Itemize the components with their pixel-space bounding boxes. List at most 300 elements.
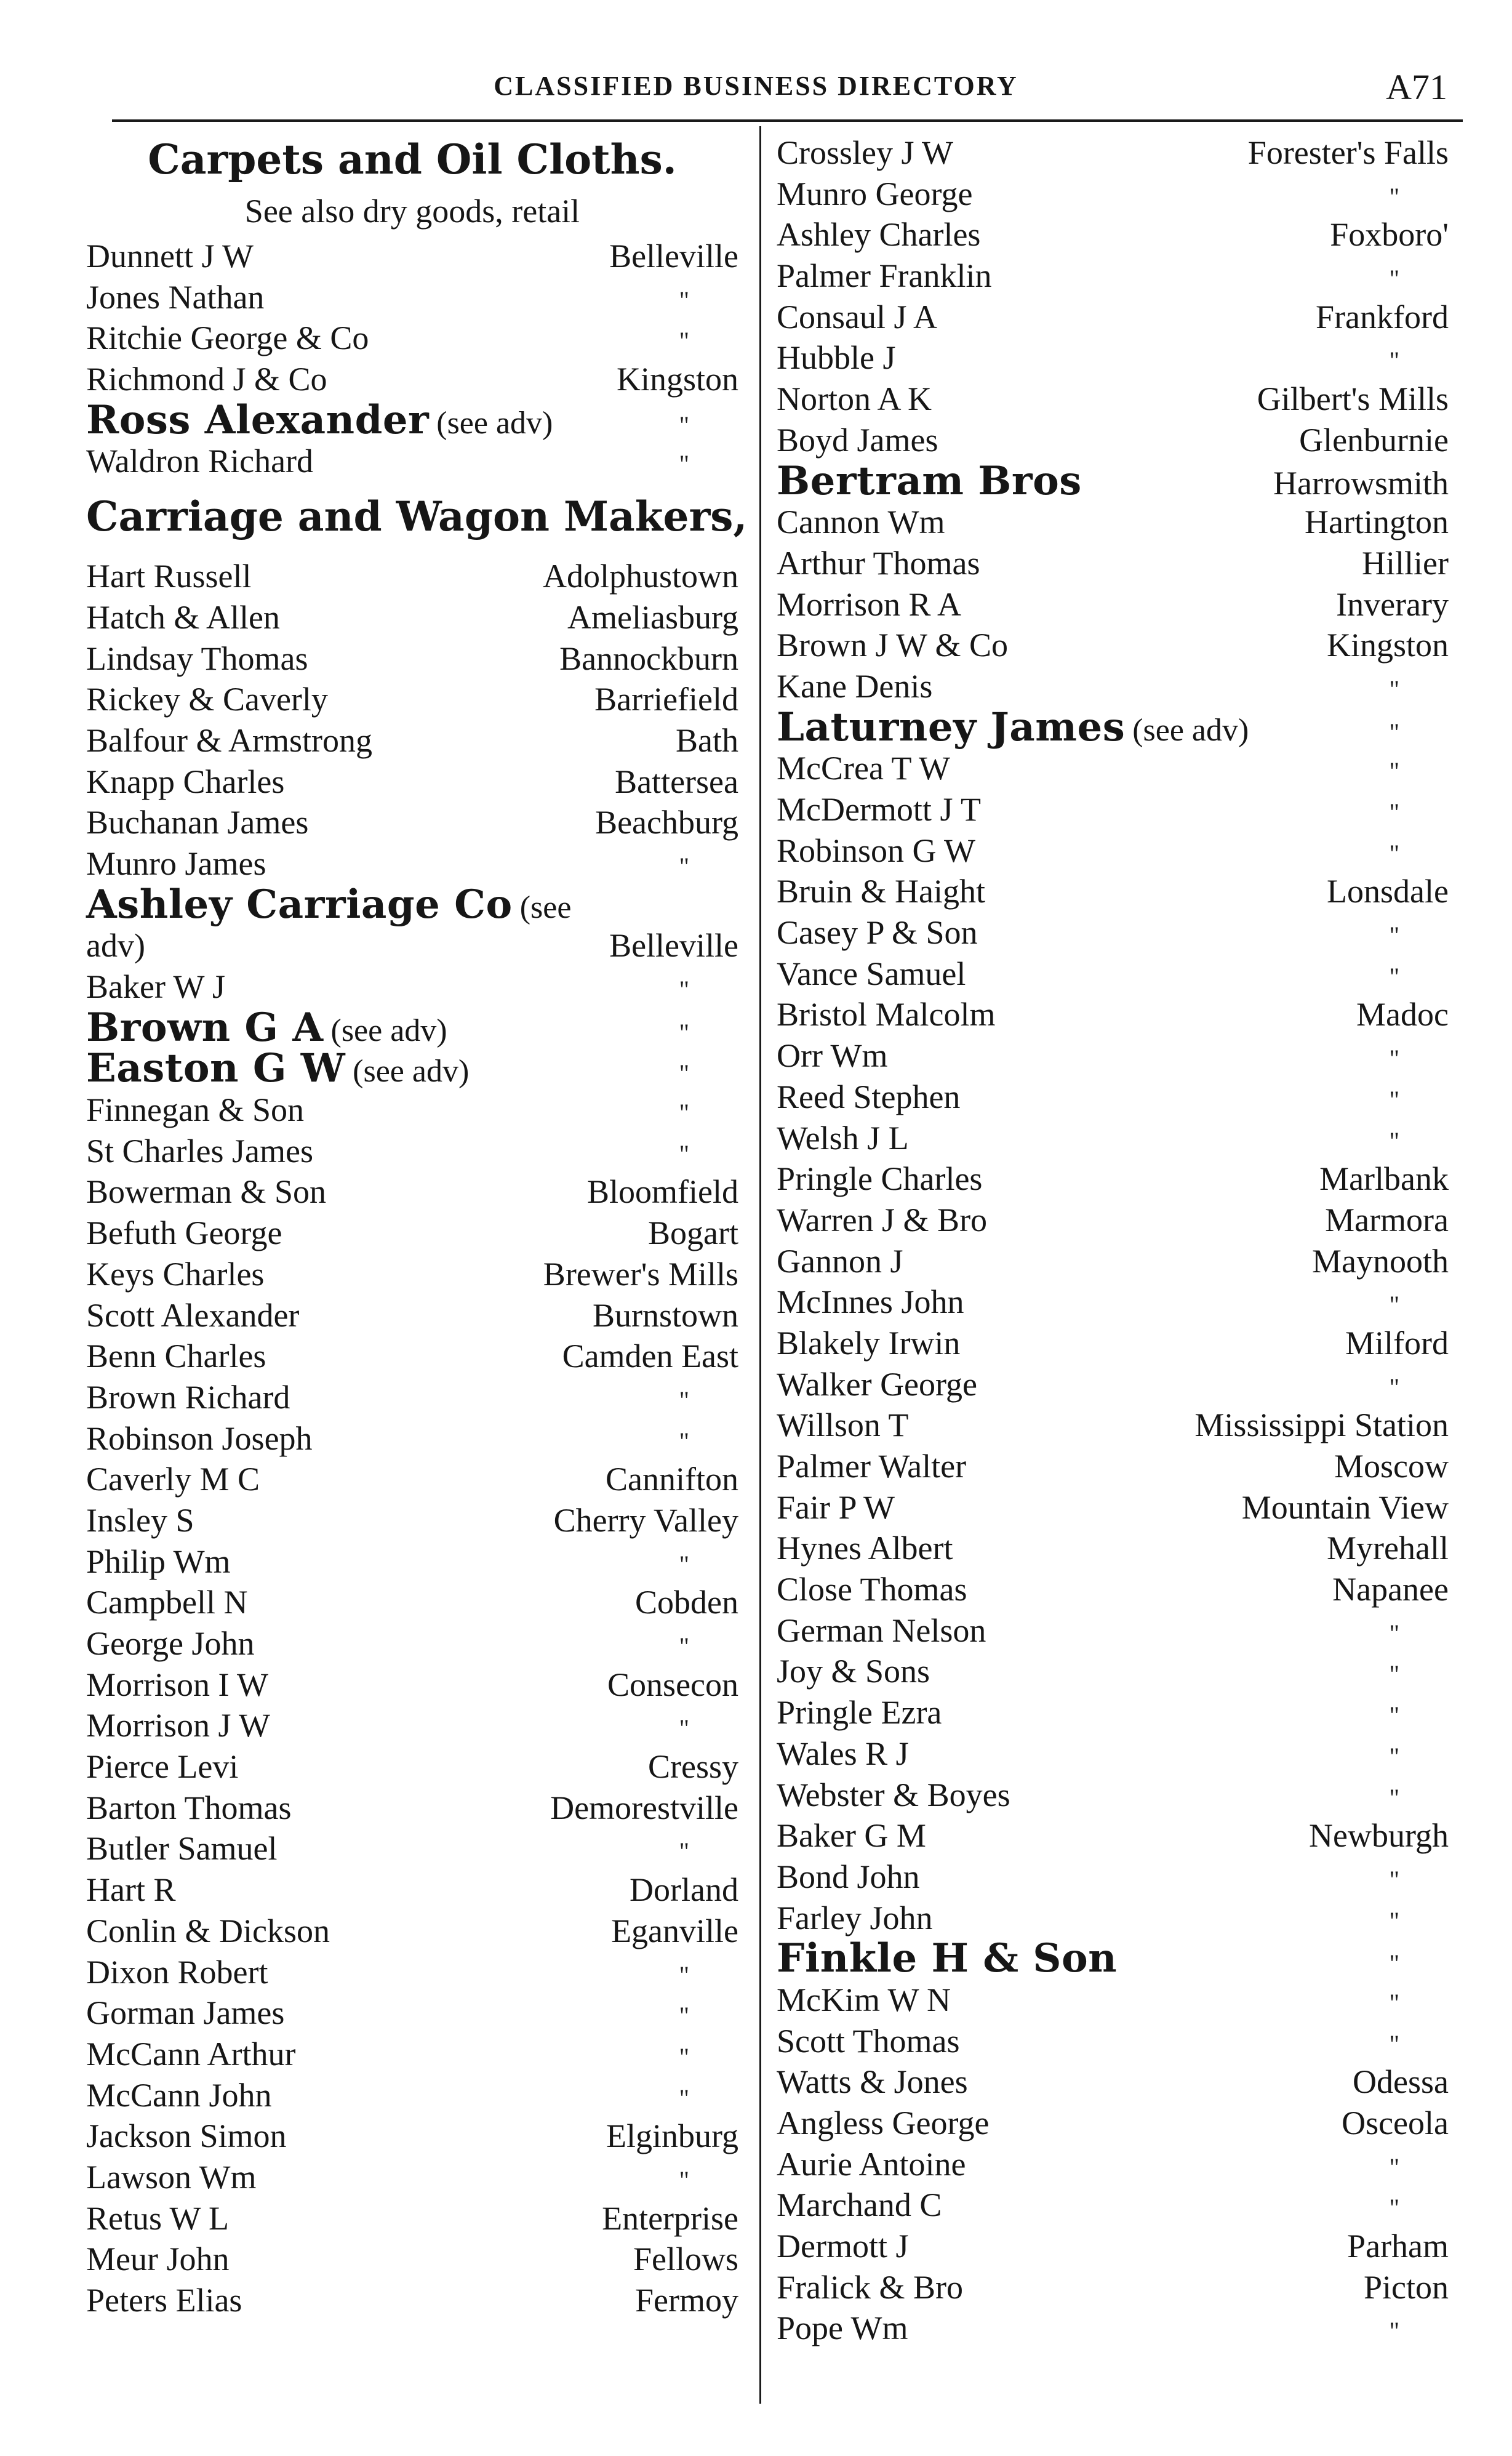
right-column: [777, 132, 1449, 2349]
directory-entry: [777, 748, 1449, 789]
entry-place: ": [679, 2042, 689, 2071]
entry-name: [86, 1459, 260, 1500]
entry-place: Fellows: [633, 2241, 738, 2278]
entry-name-text: Scott Thomas: [777, 2022, 960, 2060]
entry-name: [86, 679, 328, 720]
heading-spacer: [86, 544, 738, 556]
entry-name-text: Dermott J: [777, 2228, 909, 2265]
entry-place: Mississippi Station: [1194, 1407, 1449, 1444]
directory-entry: [86, 966, 738, 1008]
page-number: A71: [1386, 67, 1447, 107]
directory-entry: [777, 1446, 1449, 1487]
directory-entry: [777, 830, 1449, 872]
entry-name: [777, 1446, 966, 1487]
directory-entry: [86, 1295, 738, 1336]
entry-place: Enterprise: [602, 2199, 738, 2237]
entry-name-text: Morrison J W: [86, 1707, 271, 1744]
entry-name: [86, 2116, 287, 2157]
entry-name: [86, 2157, 256, 2198]
entry-name-text: Ritchie George & Co: [86, 319, 369, 357]
directory-entry: [777, 1815, 1449, 1856]
entry-name-text: Consaul J A: [777, 298, 938, 335]
entry-place: Foxboro': [1330, 216, 1449, 254]
entry-name: [86, 277, 264, 318]
entry-name: [86, 966, 225, 1008]
entry-name: [86, 597, 280, 638]
entry-name-text: Wales R J: [777, 1735, 909, 1772]
directory-entry: [777, 1610, 1449, 1651]
entry-name: [86, 720, 372, 761]
entry-name: [777, 789, 981, 830]
entry-place: Consecon: [607, 1666, 738, 1703]
entry-place: Hartington: [1305, 504, 1449, 541]
directory-entry: [777, 704, 1449, 750]
see-adv-note: (see adv): [436, 405, 553, 441]
entry-place: ": [1389, 1701, 1399, 1730]
entry-name-text: Joy & Sons: [777, 1653, 930, 1690]
entry-place: ": [1389, 1660, 1399, 1688]
entry-place: ": [679, 1550, 689, 1578]
directory-entry: [777, 1364, 1449, 1405]
entry-name-text: Reed Stephen: [777, 1078, 961, 1115]
entry-name-text: Finkle H & Son: [777, 1935, 1118, 1982]
entry-place: Harrowsmith: [1273, 464, 1449, 502]
entry-place: Lonsdale: [1327, 873, 1449, 910]
entry-name: [777, 912, 978, 953]
entry-place: ": [1389, 1045, 1399, 1073]
entry-name-text: Bristol Malcolm: [777, 996, 996, 1033]
see-adv-note: (see adv): [330, 1013, 447, 1048]
entry-name-text: Orr Wm: [777, 1037, 888, 1075]
entry-name: [86, 441, 313, 482]
entry-name: [777, 1405, 908, 1446]
entry-name-text: Morrison R A: [777, 585, 962, 623]
directory-entry: [777, 1898, 1449, 1939]
entry-name: [86, 1295, 299, 1336]
entry-name-text: Cannon Wm: [777, 504, 945, 541]
entry-place: ": [679, 852, 689, 880]
entry-name-text: Ashley Charles: [777, 216, 981, 254]
directory-entry: [86, 597, 738, 638]
entry-name: [777, 871, 985, 912]
entry-name: [86, 925, 145, 966]
see-also-note: See also dry goods, retail: [244, 193, 580, 230]
entry-name: [86, 881, 572, 929]
entry-name: [86, 1623, 254, 1664]
entry-name-text: Willson T: [777, 1407, 909, 1444]
entry-name-text: Pierce Levi: [86, 1748, 239, 1786]
entry-name: [777, 1118, 909, 1159]
entry-place: ": [1389, 675, 1399, 703]
directory-entry: [86, 1377, 738, 1418]
directory-entry: [86, 1582, 738, 1623]
entry-name: [777, 457, 1082, 504]
entry-place: ": [679, 286, 689, 314]
directory-entry: [777, 1775, 1449, 1816]
entry-name: [777, 994, 995, 1035]
entry-place: ": [679, 1099, 689, 1127]
directory-entry: [777, 297, 1449, 338]
entry-name: [86, 802, 308, 843]
directory-entry: [777, 1077, 1449, 1118]
entry-name: [86, 1746, 238, 1788]
entry-name: [86, 2075, 271, 2116]
entry-name-text: Conlin & Dickson: [86, 1912, 330, 1949]
entry-place: Parham: [1347, 2228, 1449, 2265]
entry-name-text: McDermott J T: [777, 791, 981, 828]
entry-place: ": [1389, 2029, 1399, 2058]
entry-name-text: Knapp Charles: [86, 763, 285, 800]
entry-name: [777, 214, 980, 255]
entry-place: ": [1389, 1865, 1399, 1893]
entry-name: [777, 953, 966, 995]
entry-name: [777, 1200, 987, 1241]
directory-entry: [86, 2198, 738, 2239]
entry-place: ": [1389, 718, 1399, 746]
entry-name: [86, 1541, 231, 1583]
entry-place: Napanee: [1332, 1571, 1449, 1608]
entry-name-text: Munro George: [777, 175, 973, 212]
entry-name-text: Balfour & Armstrong: [86, 721, 372, 759]
directory-entry: [777, 625, 1449, 666]
left-column: [86, 132, 748, 2321]
entry-name-text: Finnegan & Son: [86, 1091, 305, 1129]
entry-name: [86, 1582, 247, 1623]
entry-name-text: Gorman James: [86, 1994, 285, 2032]
entry-place: ": [1389, 2153, 1399, 2181]
directory-entry: [86, 1254, 738, 1295]
entry-place: Demorestville: [550, 1789, 738, 1826]
entry-name-text: Welsh J L: [777, 1119, 909, 1157]
entry-name-text: adv): [86, 927, 145, 965]
directory-entry: [777, 871, 1449, 912]
entry-place: ": [679, 2002, 689, 2030]
entry-place: ": [679, 1427, 689, 1455]
entry-name: [777, 543, 980, 584]
directory-entry: [777, 1733, 1449, 1775]
entry-name-text: Fralick & Bro: [777, 2268, 963, 2306]
directory-entry: [86, 679, 738, 720]
entry-name-text: Philip Wm: [86, 1543, 231, 1580]
entry-name-text: Meur John: [86, 2241, 230, 2278]
entry-name: [777, 1035, 887, 1077]
entry-name: [777, 1775, 1010, 1816]
entry-place: ": [1389, 1783, 1399, 1812]
entry-name: [86, 1418, 313, 1459]
directory-entry: [86, 1746, 738, 1788]
directory-entry: [777, 337, 1449, 379]
entry-place: ": [679, 1632, 689, 1660]
entry-name-text: Aurie Antoine: [777, 2145, 966, 2183]
directory-entry: [777, 502, 1449, 543]
entry-place: ": [1389, 2194, 1399, 2222]
entry-name: [86, 1952, 268, 1993]
directory-entry: [86, 843, 738, 885]
entry-place: Cannifton: [606, 1461, 738, 1498]
directory-entry: [777, 1980, 1449, 2021]
carriage-right-list: [777, 132, 1449, 2349]
entry-name: [777, 1856, 920, 1898]
directory-entry: [777, 1035, 1449, 1077]
directory-entry: [86, 802, 738, 843]
entry-name-text: McInnes John: [777, 1283, 964, 1321]
directory-entry: [86, 396, 738, 443]
directory-entry: [777, 2185, 1449, 2226]
carpets-list: [86, 236, 738, 482]
entry-name: [777, 1077, 960, 1118]
entry-place: ": [1389, 1619, 1399, 1647]
entry-name: [86, 1992, 284, 2034]
directory-entry: [777, 2308, 1449, 2349]
directory-entry: [86, 2116, 738, 2157]
entry-place: ": [1389, 1988, 1399, 2017]
directory-entry: [86, 1911, 738, 1952]
section-heading-carpets: Carpets and Oil Cloths.: [148, 135, 677, 183]
entry-name-text: Hart Russell: [86, 558, 252, 595]
entry-name-text: McCrea T W: [777, 750, 950, 787]
entry-name-text: German Nelson: [777, 1611, 986, 1649]
entry-name: [86, 2239, 229, 2280]
entry-place: Belleville: [609, 927, 738, 965]
entry-name-text: Gannon J: [777, 1242, 903, 1280]
directory-entry: [86, 761, 738, 803]
entry-place: Picton: [1363, 2268, 1449, 2306]
entry-place: Belleville: [609, 238, 738, 275]
directory-entry: [86, 1664, 738, 1706]
directory-entry: [86, 1623, 738, 1664]
entry-name: [777, 1487, 895, 1528]
entry-name: [777, 1528, 953, 1569]
entry-place: ": [1389, 2317, 1399, 2345]
entry-place: Bannockburn: [559, 640, 738, 677]
directory-entry: [86, 359, 738, 400]
entry-name: [86, 1131, 313, 1172]
entry-name-text: McCann Arthur: [86, 2035, 296, 2073]
entry-place: ": [679, 1960, 689, 1989]
entry-name: [777, 1158, 982, 1200]
entry-name-text: Marchand C: [777, 2186, 942, 2224]
entry-name-text: Hubble J: [777, 339, 896, 377]
directory-entry: [777, 666, 1449, 707]
directory-entry: [86, 236, 738, 277]
entry-place: ": [679, 327, 689, 355]
directory-entry: [86, 1418, 738, 1459]
entry-place: Bogart: [648, 1214, 738, 1252]
directory-entry: [777, 1323, 1449, 1364]
entry-name-text: Kane Denis: [777, 667, 933, 705]
entry-name-text: Robinson Joseph: [86, 1419, 313, 1457]
entry-name: [777, 1282, 964, 1323]
entry-place: Burnstown: [592, 1296, 738, 1334]
entry-name-text: Brown J W & Co: [777, 627, 1009, 664]
directory-entry: [86, 2280, 738, 2321]
entry-place: Cobden: [635, 1584, 738, 1621]
entry-name-text: Baker G M: [777, 1817, 926, 1855]
entry-name: [86, 638, 308, 680]
directory-entry: [86, 925, 738, 966]
entry-place: ": [1389, 347, 1399, 375]
directory-entry: [777, 1692, 1449, 1733]
entry-name-text: Norton A K: [777, 380, 932, 418]
entry-name-text: Laturney James: [777, 704, 1126, 750]
directory-entry: [86, 556, 738, 597]
entry-name: [777, 2308, 908, 2349]
directory-entry: [777, 953, 1449, 995]
entry-place: Milford: [1345, 1324, 1449, 1362]
directory-entry: [86, 1828, 738, 1869]
entry-name: [777, 1610, 986, 1651]
entry-place: Marlbank: [1319, 1160, 1449, 1198]
entry-name: [86, 1911, 330, 1952]
entry-place: ": [1389, 757, 1399, 785]
entry-name: [86, 843, 266, 885]
directory-entry: [777, 214, 1449, 255]
directory-entry: [777, 2061, 1449, 2103]
entry-name-text: George John: [86, 1625, 255, 1662]
entry-place: Mountain View: [1241, 1488, 1449, 1526]
entry-name-text: Palmer Franklin: [777, 257, 992, 295]
entry-name-text: Bond John: [777, 1858, 920, 1895]
entry-name-text: Arthur Thomas: [777, 544, 980, 582]
entry-name: [86, 1788, 291, 1829]
entry-place: ": [679, 1837, 689, 1866]
entry-name: [777, 420, 938, 461]
entry-name-text: Lawson Wm: [86, 2158, 257, 2196]
directory-entry: [777, 457, 1449, 504]
directory-entry: [777, 2267, 1449, 2308]
entry-place: Myrehall: [1327, 1530, 1449, 1567]
directory-entry: [777, 2021, 1449, 2062]
directory-entry: [86, 2239, 738, 2280]
entry-place: Gilbert's Mills: [1257, 380, 1449, 418]
entry-name-text: Hatch & Allen: [86, 598, 280, 636]
directory-entry: [86, 1336, 738, 1377]
entry-name: [86, 761, 284, 803]
entry-place: Dorland: [630, 1871, 738, 1909]
entry-place: ": [679, 1139, 689, 1168]
entry-name-text: Benn Charles: [86, 1338, 266, 1375]
entry-name: [777, 1364, 977, 1405]
directory-entry: [86, 638, 738, 680]
entry-name-text: Palmer Walter: [777, 1448, 967, 1485]
directory-entry: [86, 2075, 738, 2116]
directory-entry: [777, 789, 1449, 830]
entry-name: [777, 830, 975, 872]
entry-name-text: Scott Alexander: [86, 1296, 300, 1334]
directory-entry: [86, 720, 738, 761]
directory-entry: [777, 2144, 1449, 2185]
entry-name-text: Jackson Simon: [86, 2117, 287, 2155]
directory-entry: [86, 1500, 738, 1541]
entry-name-text: Pope Wm: [777, 2310, 908, 2347]
entry-name-text: Brown Richard: [86, 1378, 290, 1416]
entry-name-text: Webster & Boyes: [777, 1776, 1010, 1813]
entry-name: [777, 502, 945, 543]
entry-name-text: Keys Charles: [86, 1255, 265, 1293]
entry-name-text: Boyd James: [777, 421, 938, 459]
entry-name-text: Watts & Jones: [777, 2063, 968, 2101]
entry-name-text: Campbell N: [86, 1584, 248, 1621]
directory-entry: [777, 1405, 1449, 1446]
entry-name-text: Insley S: [86, 1501, 194, 1539]
entry-name-text: McCann John: [86, 2076, 272, 2114]
directory-entry: [777, 1200, 1449, 1241]
directory-entry: [777, 420, 1449, 461]
entry-name: [777, 379, 932, 420]
entry-name-text: Lindsay Thomas: [86, 640, 308, 677]
entry-name: [777, 2144, 966, 2185]
see-adv-note: (see adv): [353, 1054, 470, 1090]
entry-name-text: Dixon Robert: [86, 1953, 268, 1991]
directory-entry: [777, 912, 1449, 953]
entry-name-text: Farley John: [777, 1899, 933, 1936]
entry-name-text: Morrison I W: [86, 1666, 268, 1703]
entry-name-text: Jones Nathan: [86, 278, 265, 316]
entry-place: ": [1389, 1742, 1399, 1770]
entry-name-text: Angless George: [777, 2105, 990, 2141]
directory-entry: [86, 1869, 738, 1911]
entry-place: ": [1389, 1906, 1399, 1935]
directory-entry: [86, 1090, 738, 1131]
entry-place: Odessa: [1353, 2063, 1449, 2101]
running-title: CLASSIFIED BUSINESS DIRECTORY: [494, 71, 1018, 101]
directory-entry: [86, 1004, 738, 1051]
entry-name-text: Ashley Carriage Co: [86, 881, 513, 928]
entry-place: ": [679, 1059, 689, 1088]
directory-entry: [777, 132, 1449, 174]
entry-name-text: Close Thomas: [777, 1571, 967, 1608]
entry-name: [777, 1323, 960, 1364]
entry-name: [86, 318, 369, 359]
entry-name: [86, 396, 553, 444]
entry-place: Bloomfield: [587, 1173, 738, 1211]
entry-name-text: Caverly M C: [86, 1461, 260, 1498]
directory-entry: [86, 441, 738, 482]
directory-entry: [777, 584, 1449, 625]
header-rule: [112, 119, 1463, 122]
entry-name: [777, 1692, 942, 1733]
directory-entry: [86, 1705, 738, 1746]
directory-entry: [777, 379, 1449, 420]
directory-entry: [86, 277, 738, 318]
entry-name-text: Walker George: [777, 1365, 978, 1403]
entry-place: ": [1389, 1085, 1399, 1114]
entry-name: [777, 337, 895, 379]
entry-name: [777, 1815, 926, 1856]
entry-name: [86, 1664, 268, 1706]
entry-place: ": [679, 1714, 689, 1743]
entry-name-text: Butler Samuel: [86, 1830, 278, 1868]
entry-place: Ameliasburg: [567, 598, 738, 636]
entry-place: Beachburg: [595, 804, 738, 841]
entry-name-text: Peters Elias: [86, 2282, 242, 2319]
entry-name: [86, 1090, 304, 1131]
entry-place: Maynooth: [1312, 1242, 1449, 1280]
entry-name-text: Rickey & Caverly: [86, 681, 328, 718]
entry-name-text: Pringle Charles: [777, 1160, 983, 1198]
entry-name: [777, 625, 1008, 666]
entry-name: [86, 1045, 470, 1093]
entry-name: [777, 584, 961, 625]
entry-name: [777, 1569, 967, 1610]
entry-name-text: Dunnett J W: [86, 238, 254, 275]
entry-name-text: Pringle Ezra: [777, 1694, 942, 1732]
entry-name-text: Vance Samuel: [777, 955, 966, 992]
entry-name: [777, 666, 932, 707]
entry-place: ": [679, 1018, 689, 1046]
entry-place: Barriefield: [594, 681, 738, 718]
entry-name: [86, 2198, 229, 2239]
